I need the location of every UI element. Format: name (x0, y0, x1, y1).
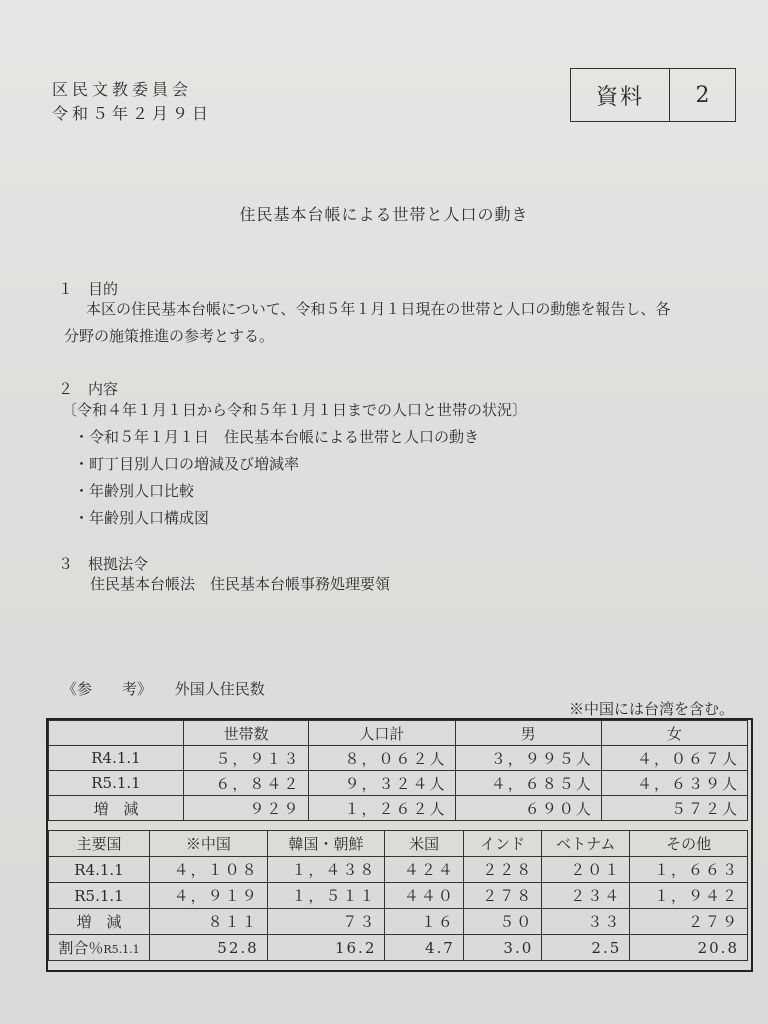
section-number: ３ (58, 555, 74, 573)
table-cell: ３，９９５人 (455, 746, 601, 771)
section-title: 内容 (88, 380, 119, 398)
table-cell: ９，３２４人 (309, 771, 455, 796)
table-cell: ２２８ (463, 857, 541, 883)
reference-note: ※中国には台湾を含む。 (568, 700, 734, 718)
list-item: ・年齢別人口比較 (74, 482, 195, 500)
row-label: R5.1.1 (49, 771, 184, 796)
table-cell: ４４０ (385, 883, 463, 909)
table-cell: ２７８ (463, 883, 541, 909)
table-cell: ６，８４２ (184, 771, 309, 796)
table-cell: 4.7 (385, 935, 463, 961)
table-header: 男 (455, 721, 601, 746)
table-cell: ４，６３９人 (601, 771, 747, 796)
table-cell: １，２６２人 (309, 796, 455, 821)
table-cell: ５０ (463, 909, 541, 935)
section-2-heading (58, 378, 118, 399)
table-cell: 16.2 (267, 935, 385, 961)
row-label: 増 減 (49, 796, 184, 821)
table-row (49, 771, 748, 796)
table-cell: ５７２人 (601, 796, 747, 821)
table-cell: １，４３８ (267, 857, 385, 883)
table-cell: 3.0 (463, 935, 541, 961)
table-corner (49, 721, 184, 746)
section-3-text: 住民基本台帳法 住民基本台帳事務処理要領 (90, 575, 391, 593)
table-row (49, 883, 748, 909)
row-label: R5.1.1 (49, 883, 150, 909)
table-cell: ６９０人 (455, 796, 601, 821)
document-date: 令和５年２月９日 (52, 104, 213, 123)
table-cell: ３３ (542, 909, 630, 935)
section-number: ２ (58, 380, 74, 398)
table-cell: 2.5 (542, 935, 630, 961)
document-label: 資料 (571, 69, 670, 121)
table-cell: ２０１ (542, 857, 630, 883)
table-cell: ２３４ (542, 883, 630, 909)
table-cell: ４，０６７人 (601, 746, 747, 771)
table-row (49, 909, 748, 935)
table-cell: １，６６３ (630, 857, 748, 883)
table-header-row (49, 721, 748, 746)
table-header: 米国 (385, 831, 463, 857)
table-cell: １６ (385, 909, 463, 935)
section-1-line-2: 分野の施策推進の参考とする。 (64, 327, 275, 345)
document-number-box (570, 68, 736, 122)
list-item: ・町丁目別人口の増減及び増減率 (74, 455, 300, 473)
table-header-row (49, 831, 748, 857)
table-corner: 主要国 (49, 831, 150, 857)
reference-title: 外国人住民数 (174, 680, 265, 698)
table-row (49, 746, 748, 771)
row-label: R4.1.1 (49, 857, 150, 883)
section-2-period: 〔令和４年１月１日から令和５年１月１日までの人口と世帯の状況〕 (62, 401, 528, 419)
page-title: 住民基本台帳による世帯と人口の動き (239, 205, 529, 224)
section-title: 根拠法令 (88, 555, 149, 573)
table-cell: ９２９ (184, 796, 309, 821)
table-cell: １，５１１ (267, 883, 385, 909)
household-population-table (48, 720, 748, 821)
nationality-table (48, 830, 748, 961)
table-cell: ４，６８５人 (455, 771, 601, 796)
table-cell: ４，１０８ (150, 857, 268, 883)
table-cell: ５，９１３ (184, 746, 309, 771)
table-row (49, 796, 748, 821)
section-number: １ (58, 280, 74, 298)
table-header: 人口計 (309, 721, 455, 746)
table-header: ※中国 (150, 831, 268, 857)
section-title: 目的 (88, 280, 119, 298)
table-header: ベトナム (542, 831, 630, 857)
table-header: 世帯数 (184, 721, 309, 746)
reference-label: 《参 考》 (62, 680, 153, 698)
list-item: ・令和５年１月１日 住民基本台帳による世帯と人口の動き (74, 428, 480, 446)
table-cell: １，９４２ (630, 883, 748, 909)
row-label (49, 935, 150, 961)
table-cell: 20.8 (630, 935, 748, 961)
row-label: R4.1.1 (49, 746, 184, 771)
table-row (49, 857, 748, 883)
ratio-label-sub: R5.1.1 (103, 943, 140, 956)
table-cell: 52.8 (150, 935, 268, 961)
row-label: 増 減 (49, 909, 150, 935)
table-cell: ８１１ (150, 909, 268, 935)
table-cell: ２７９ (630, 909, 748, 935)
table-cell: ８，０６２人 (309, 746, 455, 771)
table-cell: ４２４ (385, 857, 463, 883)
table-header: インド (463, 831, 541, 857)
table-header: 女 (601, 721, 747, 746)
list-item: ・年齢別人口構成図 (74, 509, 210, 527)
reference-heading (62, 678, 265, 699)
table-cell: ４，９１９ (150, 883, 268, 909)
committee-name: 区民文教委員会 (52, 80, 193, 99)
table-cell: ７３ (267, 909, 385, 935)
ratio-label: 割合％ (58, 939, 104, 957)
table-row (49, 935, 748, 961)
section-1-line-1: 本区の住民基本台帳について、令和５年１月１日現在の世帯と人口の動態を報告し、各 (86, 300, 671, 318)
table-header: その他 (630, 831, 748, 857)
table-header: 韓国・朝鮮 (267, 831, 385, 857)
header-block (52, 78, 212, 126)
document-number: 2 (695, 82, 710, 108)
